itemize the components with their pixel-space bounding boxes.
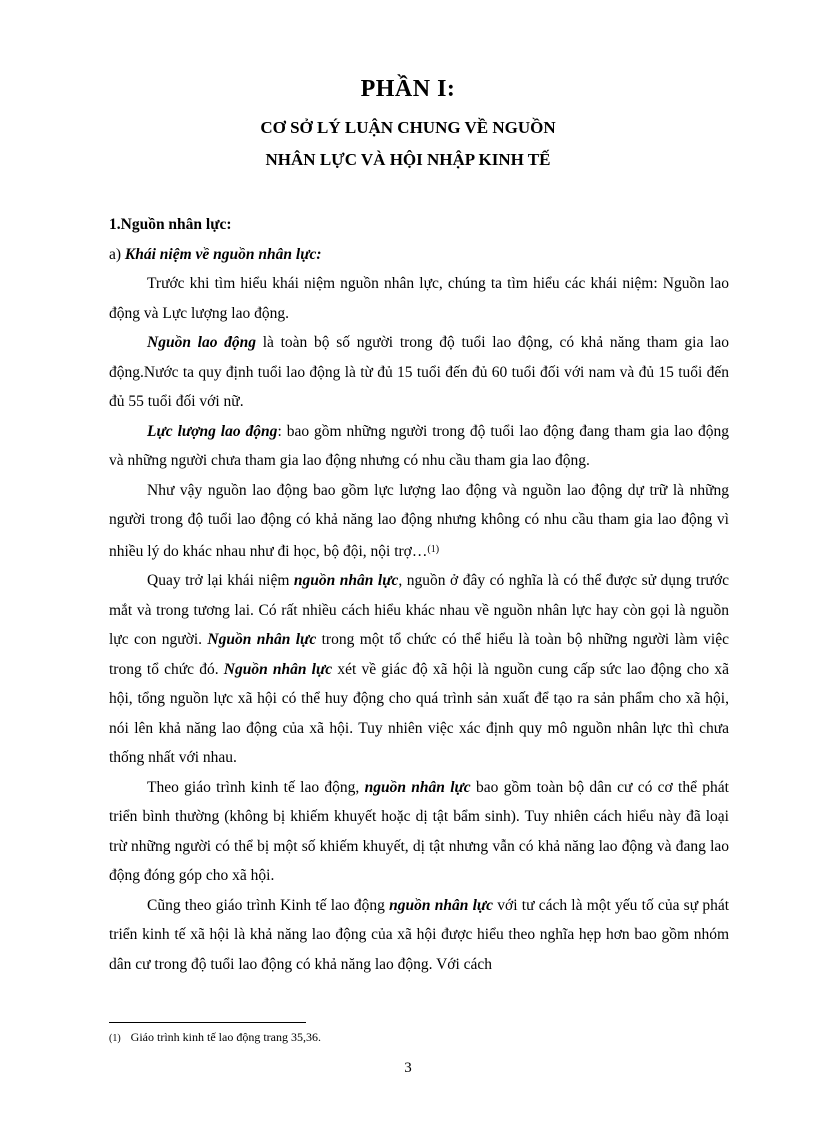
footnote — [109, 1030, 321, 1045]
term-nguon-nhan-luc: nguồn nhân lực — [293, 572, 399, 589]
paragraph-4-text: Như vậy nguồn lao động bao gồm lực lượng lao động và nguồn lao động dự trữ là những người trong độ tuổi lao động có khả năng lao động nhưng không có nhu cầu tham gia lao động vì nhiều lý do khác nhau như đi học, bộ đội, nội trợ… — [109, 481, 729, 560]
paragraph-5-a: Quay trở lại khái niệm — [147, 572, 294, 589]
paragraph-6-b: bao gồm toàn bộ dân cư có cơ thể phát triển bình thường (không bị khiếm khuyết hoặc dị tật bẩm sinh). Tuy nhiên cách hiểu này đã loại trừ những người có thể bị một số khiếm khuyết, dị tật nhưng vẫn có khả năng lao động và đang lao động đóng góp cho xã hội. — [109, 778, 729, 884]
paragraph-5-b: , nguồn ở đây có nghĩa là có thể được sử dụng trước mắt và trong tương lai. Có rất nhiều cách hiểu khác nhau về nguồn nhân lực hay còn gọi là nguồn lực con người. — [109, 572, 729, 648]
part-title: PHẦN I: — [360, 76, 456, 102]
paragraph-2 — [109, 328, 729, 417]
footnote-mark: (1) — [109, 1033, 121, 1044]
paragraph-5-d: xét về giác độ xã hội là nguồn cung cấp sức lao động cho xã hội, tổng nguồn lực xã hội có thể huy động cho quá trình sản xuất để tạo ra sản phẩm cho xã hội, nói lên khả năng lao động của xã hội. Tuy nhiên việc xác định quy mô nguồn nhân lực thì chưa thống nhất với nhau. — [109, 660, 729, 766]
paragraph-7 — [109, 891, 729, 980]
paragraph-5 — [109, 566, 729, 773]
footnote-divider — [109, 1022, 306, 1023]
paragraph-6-a: Theo giáo trình kinh tế lao động, — [147, 778, 365, 796]
term-nguon-lao-dong: Nguồn lao động — [147, 334, 257, 351]
paragraph-3 — [109, 417, 729, 476]
chapter-title-line-1: CƠ SỞ LÝ LUẬN CHUNG VỀ NGUỒN — [260, 118, 556, 137]
page-number: 3 — [404, 1060, 412, 1076]
paragraph-5-c: trong một tổ chức có thể hiểu là toàn bộ những người làm việc trong tổ chức đó. — [109, 631, 729, 678]
paragraph-6 — [109, 773, 729, 891]
footnote-reference[interactable]: (1) — [427, 543, 440, 555]
term-nguon-nhan-luc: nguồn nhân lực — [389, 896, 494, 914]
paragraph-1: Trước khi tìm hiểu khái niệm nguồn nhân lực, chúng ta tìm hiểu các khái niệm: Nguồn lao động và Lực lượng lao động. — [109, 275, 729, 322]
body-text — [109, 210, 729, 979]
chapter-title-line-2: NHÂN LỰC VÀ HỘI NHẬP KINH TẾ — [265, 150, 551, 169]
paragraph-7-a: Cũng theo giáo trình Kinh tế lao động — [147, 896, 390, 914]
term-nguon-nhan-luc: Nguồn nhân lực — [207, 631, 317, 648]
subsection-heading — [109, 240, 729, 270]
subsection-prefix: a) — [109, 245, 125, 263]
term-luc-luong-lao-dong: Lực lượng lao động — [147, 422, 278, 440]
footnote-text: Giáo trình kinh tế lao động trang 35,36. — [130, 1030, 321, 1044]
paragraph-7-b: với tư cách là một yếu tố của sự phát triển kinh tế xã hội là khả năng lao động của xã hội được hiểu theo nghĩa hẹp hơn bao gồm nhóm dân cư trong độ tuổi lao động có khả năng lao động. Với cách — [109, 896, 730, 973]
paragraph-3-text: : bao gồm những người trong độ tuổi lao động đang tham gia lao động và những người chưa tham gia lao động nhưng có nhu cầu tham gia lao động. — [109, 422, 729, 469]
paragraph-2-text: là toàn bộ số người trong độ tuổi lao động, có khả năng tham gia lao động.Nước ta quy định tuổi lao động là từ đủ 15 tuổi đến đủ 60 tuổi đối với nam và đủ 15 tuổi đến đủ 55 tuổi đối với nữ. — [109, 334, 729, 410]
paragraph-4 — [109, 476, 729, 567]
term-nguon-nhan-luc: nguồn nhân lực — [364, 778, 471, 796]
subsection-title: Khái niệm về nguồn nhân lực: — [124, 245, 322, 263]
term-nguon-nhan-luc: Nguồn nhân lực — [223, 660, 333, 678]
section-heading: 1.Nguồn nhân lực: — [109, 216, 232, 233]
